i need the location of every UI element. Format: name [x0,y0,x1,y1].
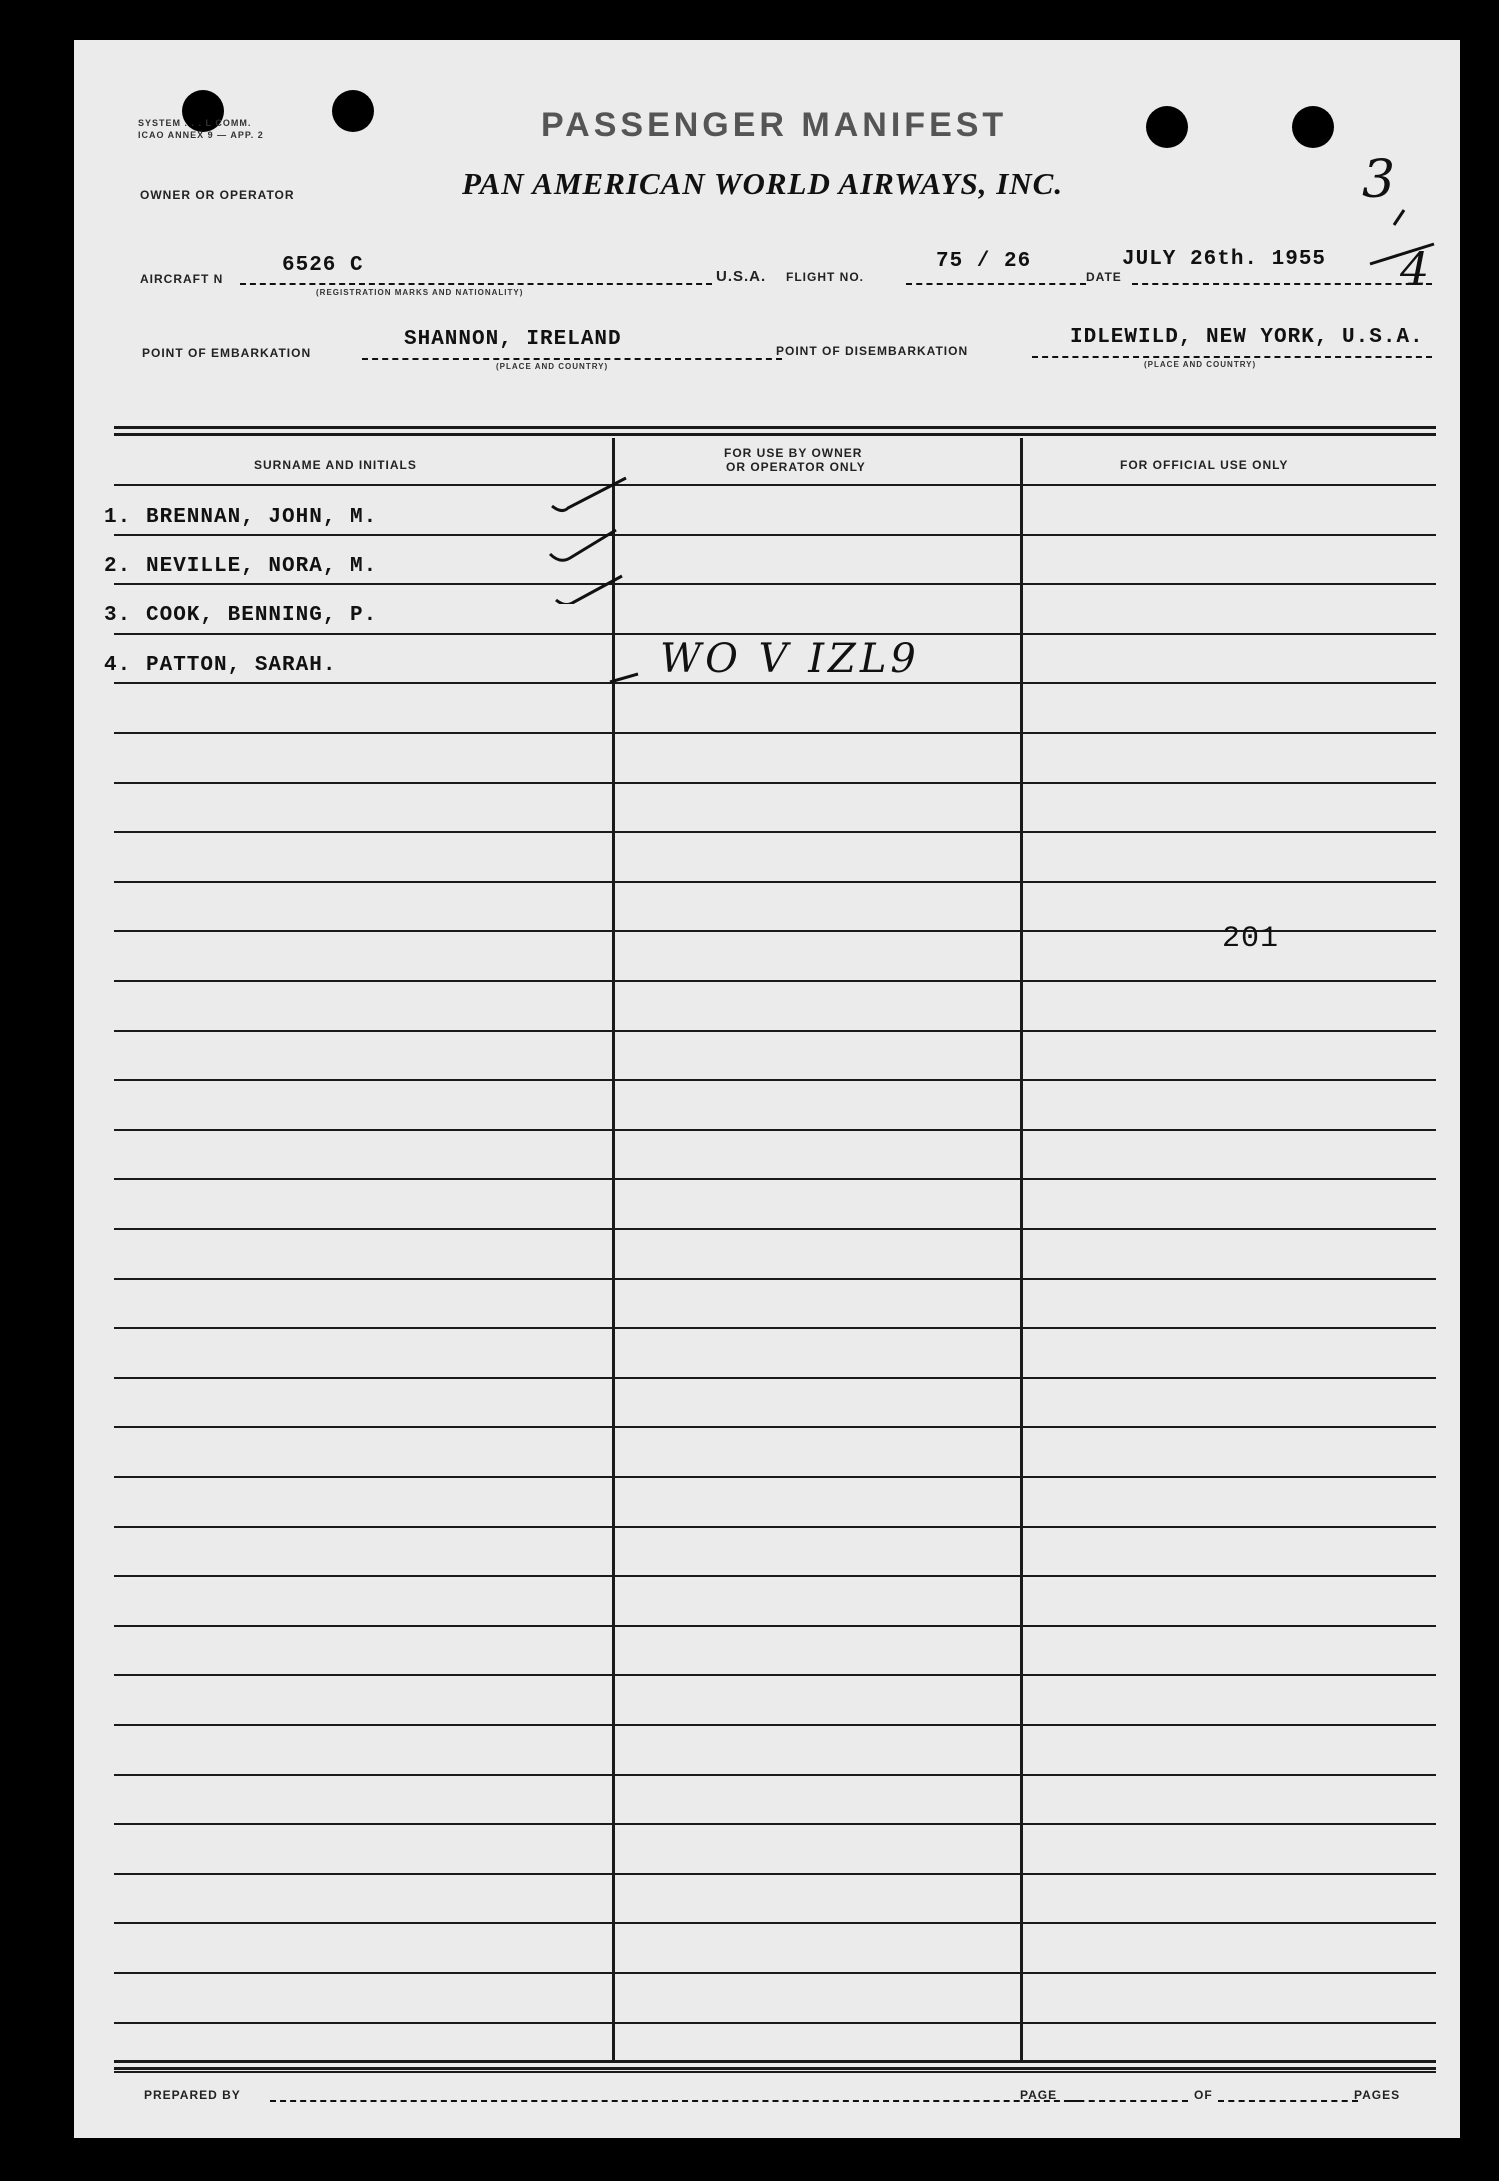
row-rule [114,1922,1436,1924]
row-rule [114,1724,1436,1726]
row-rule [114,1278,1436,1280]
pages-label: PAGES [1354,2088,1401,2102]
row-rule [114,534,1436,536]
row-rule [114,1823,1436,1825]
owner-label: OWNER OR OPERATOR [140,188,295,202]
date-value: JULY 26th. 1955 [1122,248,1327,271]
disembarkation-caption: (PLACE AND COUNTRY) [1144,360,1257,369]
airline-name: PAN AMERICAN WORLD AIRWAYS, INC. [462,166,1064,201]
check-mark-icon [544,464,664,604]
row-rule [114,1972,1436,1974]
column-header-surname: SURNAME AND INITIALS [254,458,417,472]
of-label: OF [1194,2088,1213,2102]
usa-label: U.S.A. [716,268,767,285]
page-total-handwritten: 4 [1400,242,1430,296]
row-rule [114,881,1436,883]
passenger-number: 4. [104,654,132,677]
row-rule [114,782,1436,784]
flight-label: FLIGHT NO. [786,270,864,284]
punch-hole [1292,106,1334,148]
prepared-by-label: PREPARED BY [144,2088,241,2102]
date-line [1132,283,1432,285]
row-rule [114,1426,1436,1428]
page-line [1068,2100,1188,2102]
passenger-number: 1. [104,506,132,529]
bottom-rule [114,2060,1436,2063]
disembarkation-value: IDLEWILD, NEW YORK, U.S.A. [1070,326,1424,349]
disembarkation-label: POINT OF DISEMBARKATION [776,344,969,358]
row-rule [114,1526,1436,1528]
row-rule [114,1228,1436,1230]
punch-hole [1146,106,1188,148]
registration-caption: (REGISTRATION MARKS AND NATIONALITY) [316,288,524,297]
manifest-sheet [74,40,1460,2138]
row-rule [114,1873,1436,1875]
passenger-name: BRENNAN, JOHN, M. [146,506,378,529]
prepared-by-line [270,2100,1080,2102]
passenger-number: 2. [104,555,132,578]
fraction-stroke [1364,200,1444,280]
page-title: PASSENGER MANIFEST [541,106,1008,144]
column-divider-2 [1020,438,1023,2060]
bottom-rule [114,2067,1436,2070]
aircraft-label: AIRCRAFT N [140,272,224,286]
row-rule [114,1030,1436,1032]
passenger-name: COOK, BENNING, P. [146,604,378,627]
handwritten-stroke [608,670,648,690]
embarkation-line [362,358,782,360]
column-header-owner-line2: OR OPERATOR ONLY [726,460,866,474]
aircraft-value: 6526 C [282,254,364,277]
flight-value: 75 / 26 [936,250,1032,273]
row-rule [114,732,1436,734]
embarkation-value: SHANNON, IRELAND [404,328,622,351]
form-reference-line2: ICAO ANNEX 9 — APP. 2 [138,130,264,140]
handwritten-note: WO V IZL9 [660,636,920,682]
official-number: 201 [1222,922,1280,956]
of-line [1218,2100,1358,2102]
passenger-name: PATTON, SARAH. [146,654,337,677]
row-rule [114,831,1436,833]
embarkation-label: POINT OF EMBARKATION [142,346,312,360]
header-rule-bottom [114,433,1436,436]
row-rule [114,484,1436,486]
row-rule [114,682,1436,684]
row-rule [114,1079,1436,1081]
column-header-owner-line1: FOR USE BY OWNER [724,446,863,460]
disembarkation-line [1032,356,1432,358]
row-rule [114,633,1436,635]
aircraft-line [240,283,712,285]
column-header-official: FOR OFFICIAL USE ONLY [1120,458,1289,472]
embarkation-caption: (PLACE AND COUNTRY) [496,362,609,371]
row-rule [114,1327,1436,1329]
form-reference-line1: SYSTEM . . . L COMM. [138,118,252,128]
passenger-number: 3. [104,604,132,627]
row-rule [114,2071,1436,2073]
row-rule [114,1625,1436,1627]
punch-hole [332,90,374,132]
row-rule [114,1674,1436,1676]
page-label: PAGE [1020,2088,1058,2102]
passenger-name: NEVILLE, NORA, M. [146,555,378,578]
row-rule [114,1178,1436,1180]
row-rule [114,2022,1436,2024]
row-rule [114,1377,1436,1379]
row-rule [114,1476,1436,1478]
date-label: DATE [1086,270,1122,284]
row-rule [114,1575,1436,1577]
flight-line [906,283,1086,285]
row-rule [114,980,1436,982]
row-rule [114,1129,1436,1131]
row-rule [114,583,1436,585]
row-rule [114,1774,1436,1776]
header-rule-top [114,426,1436,429]
page-number-handwritten: 3 [1362,150,1396,210]
